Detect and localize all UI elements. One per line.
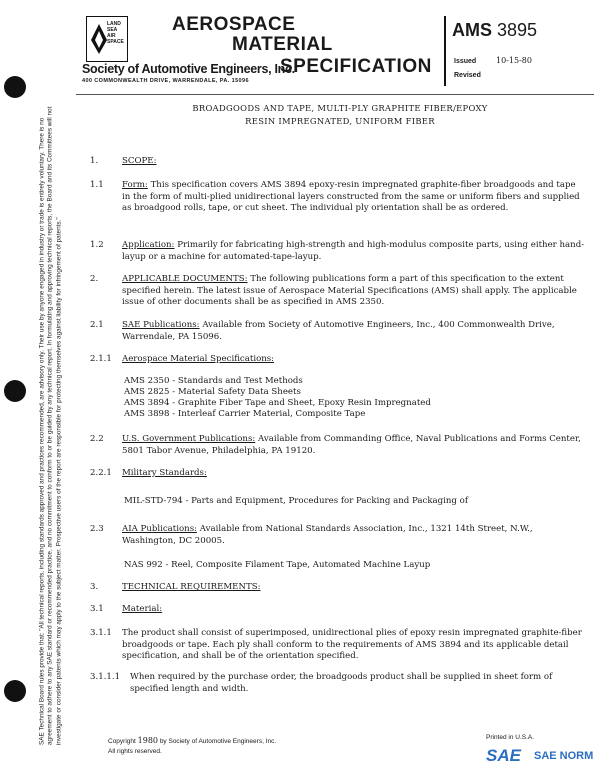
- title-line: RESIN IMPREGNATED, UNIFORM FIBER: [245, 116, 435, 126]
- logo-words: [107, 21, 124, 45]
- logo-word: AIR: [107, 33, 116, 39]
- list-item: AMS 2825 - Material Safety Data Sheets: [124, 387, 301, 397]
- section-text: [122, 524, 586, 547]
- punch-hole-bottom: [4, 680, 26, 702]
- sidebar-notice-text: SAE Technical Board rules provide that: "All technical reports, including standards approved and practices recommended, are advisory only. Their use by anyone engaged in industry or trade is entirely voluntary. There is no agreement to adhere to any SAE standard or recommended practice, and no commitment to conform to or be guided by any technical report. In formulating and approving technical reports, the Board and its Committees will not investigate or consider patents which may apply to the subject matter. Prospective users of the report are responsible for protecting themselves against liability for infringement of patents.": [38, 106, 63, 745]
- sidebar-notice: [28, 100, 74, 750]
- document-body: [90, 100, 590, 694]
- logo-word: LAND: [107, 21, 121, 27]
- section-number: 1.: [90, 156, 99, 166]
- section-content: The product shall consist of superimposed, unidirectional plies of epoxy resin impregnated graphite-fiber broadgoods or tape. Each ply shall conform to the requirements of AMS 3894 and its applicable detail specification, and shall be of the orientation specified.: [122, 628, 582, 661]
- organization-name: Society of Automotive Engineers, Inc.: [82, 62, 295, 76]
- section-heading: SAE Publications:: [122, 320, 200, 330]
- list-item: MIL-STD-794 - Parts and Equipment, Procedures for Packing and Packaging of: [124, 496, 469, 506]
- section-title: SCOPE:: [122, 156, 157, 166]
- title-aerospace: AEROSPACE: [172, 14, 296, 35]
- issued-label: Issued: [454, 58, 477, 65]
- logo-word: SPACE: [107, 39, 124, 45]
- section-number: 2.: [90, 274, 99, 284]
- section-heading: AIA Publications:: [122, 524, 198, 534]
- section-text: [122, 434, 586, 457]
- title-specification: SPECIFICATION: [280, 56, 432, 77]
- logo-word: SEA: [107, 27, 118, 33]
- section-content: Available from National Standards Association, Inc., 1321 14th Street, N.W., Washington, DC 20005.: [122, 524, 533, 546]
- section-text: [122, 274, 586, 309]
- section-number: 3.1.1: [90, 628, 112, 638]
- printed-in: Printed in U.S.A.: [486, 734, 535, 741]
- copyright-suffix: by Society of Automotive Engineers, Inc.: [159, 738, 277, 745]
- header-divider: [444, 16, 446, 86]
- section-heading: Aerospace Material Specifications:: [122, 354, 275, 364]
- copyright-prefix: Copyright: [108, 738, 136, 745]
- punch-hole-middle: [4, 380, 26, 402]
- section-heading: Material:: [122, 604, 163, 614]
- section-heading: U.S. Government Publications:: [122, 434, 256, 444]
- section-number: 2.3: [90, 524, 104, 534]
- sae-logo: [86, 16, 128, 62]
- section-content: Available from Commanding Office, Naval Publications and Forms Center, 5801 Tabor Avenue, Philadelphia, PA 19120.: [122, 434, 581, 456]
- document-header: [76, 6, 594, 94]
- ams-number-box: [448, 16, 590, 46]
- list-item: AMS 3894 - Graphite Fiber Tape and Sheet, Epoxy Resin Impregnated: [124, 398, 431, 408]
- section-number: 2.2.1: [90, 468, 112, 478]
- section-content: Primarily for fabricating high-strength and high-modulus composite parts, using either hand-layup or a machine for automated-tape-layup.: [122, 240, 585, 262]
- copyright-year: 1980: [137, 736, 158, 745]
- ams-number: 3895: [497, 20, 538, 40]
- punch-hole-top: [4, 76, 26, 98]
- issued-date: 10-15-80: [496, 56, 532, 65]
- ams-label: AMS: [452, 20, 492, 40]
- watermark-logo: SAE: [486, 746, 521, 765]
- section-title: TECHNICAL REQUIREMENTS:: [122, 582, 261, 592]
- section-heading: Form:: [122, 180, 148, 190]
- section-number: 3.: [90, 582, 99, 592]
- section-text: [122, 240, 586, 263]
- section-number: 3.1: [90, 604, 104, 614]
- section-heading: APPLICABLE DOCUMENTS:: [122, 274, 248, 284]
- copyright-notice: [108, 736, 276, 757]
- section-content: This specification covers AMS 3894 epoxy-resin impregnated graphite-fiber broadgoods and tape in the form of multi-plied unidirectional layers constructed from the same or uniform fibers and supplied as broadgood rolls, tape, or cut sheet. The individual ply orientation shall be as ordered.: [122, 180, 580, 213]
- copyright-line: [108, 736, 276, 747]
- list-item: NAS 992 - Reel, Composite Filament Tape, Automated Machine Layup: [124, 560, 431, 570]
- section-number: 1.2: [90, 240, 104, 250]
- watermark-text: SAE NORM: [534, 750, 594, 762]
- section-heading: Application:: [122, 240, 175, 250]
- title-line: BROADGOODS AND TAPE, MULTI-PLY GRAPHITE FIBER/EPOXY: [192, 103, 488, 113]
- list-item: AMS 2350 - Standards and Test Methods: [124, 376, 303, 386]
- section-number: 2.2: [90, 434, 104, 444]
- section-text: [122, 180, 586, 215]
- section-number: 1.1: [90, 180, 104, 190]
- rights-line: All rights reserved.: [108, 748, 162, 755]
- section-content: The following publications form a part of this specification to the extent specified herein. The latest issue of Aerospace Material Specifications (AMS) shall apply. The applicable issue of other documents shall be as specified in AMS 2350.: [122, 274, 577, 307]
- section-content: When required by the purchase order, the broadgoods product shall be supplied in sheet form of specified length and width.: [130, 672, 553, 694]
- ams-code: [452, 20, 537, 41]
- document-title: [90, 102, 590, 128]
- sae-norm-watermark: [486, 744, 594, 770]
- section-number: 2.1.1: [90, 354, 112, 364]
- section-number: 3.1.1.1: [90, 672, 121, 682]
- section-number: 2.1: [90, 320, 104, 330]
- organization-address: 400 COMMONWEALTH DRIVE, WARRENDALE, PA. 15096: [82, 78, 249, 84]
- list-item: AMS 3898 - Interleaf Carrier Material, Composite Tape: [124, 409, 366, 419]
- title-material: MATERIAL: [232, 34, 333, 55]
- section-text: [122, 320, 586, 343]
- header-rule: [76, 94, 594, 95]
- section-heading: Military Standards:: [122, 468, 207, 478]
- revised-label: Revised: [454, 72, 481, 79]
- sae-wing-icon: [89, 22, 109, 56]
- section-content: Available from Society of Automotive Engineers, Inc., 400 Commonwealth Drive, Warrendale, PA 15096.: [122, 320, 555, 342]
